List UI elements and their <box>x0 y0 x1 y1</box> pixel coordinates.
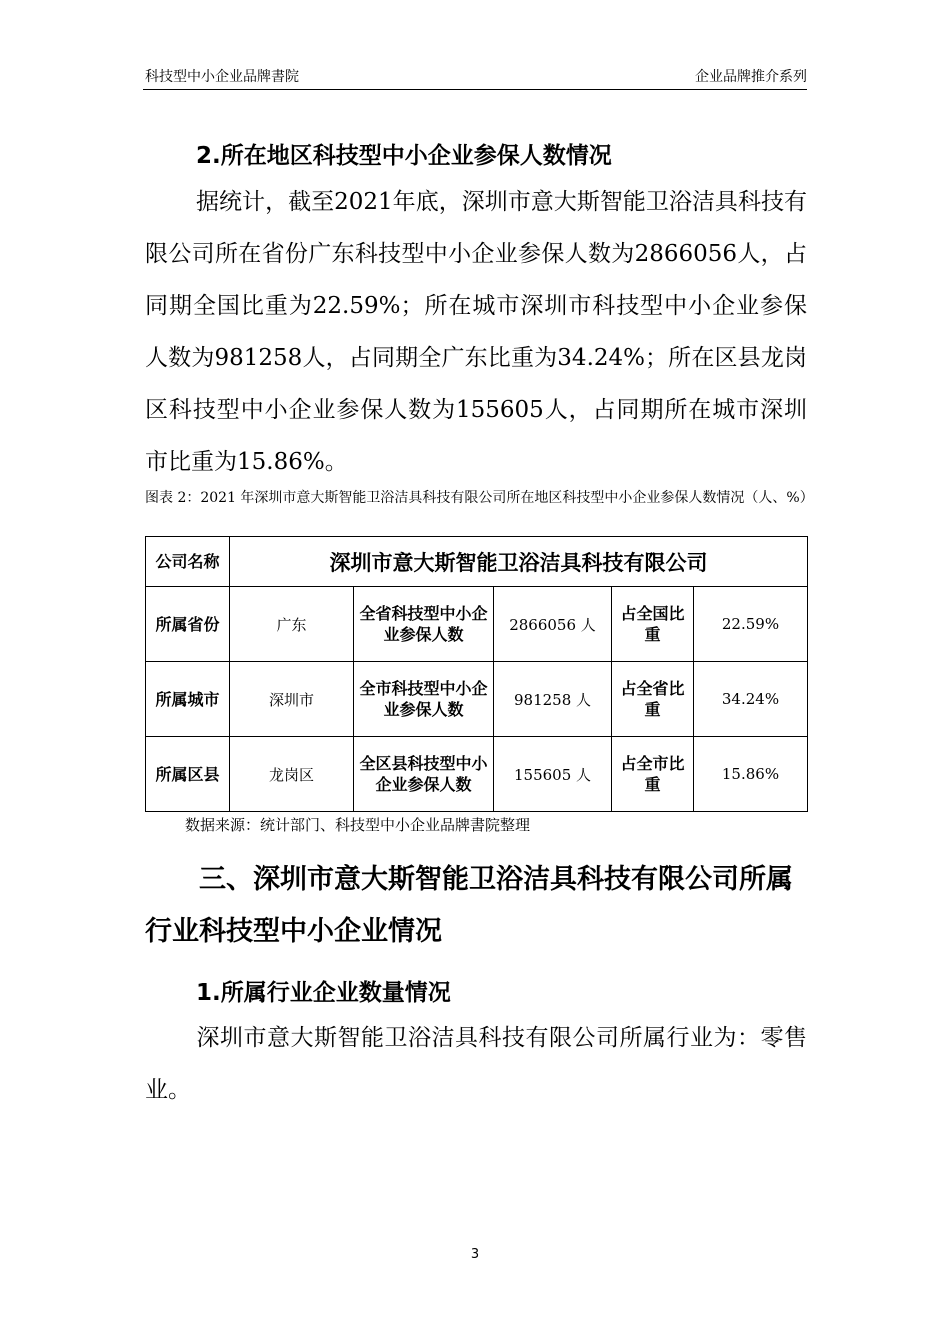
section-heading-industry <box>145 854 807 958</box>
region-value-cell: 深圳市 <box>230 662 354 737</box>
insured-paragraph-text: 据统计，截至2021年底，深圳市意大斯智能卫浴洁具科技有限公司所在省份广东科技型中小企业参保人数为2866056人，占同期全国比重为22.59%；所在城市深圳市科技型中小企业参保人数为981258人，占同期全广东比重为34.24%；所在区县龙岗区科技型中小企业参保人数为155605人，占同期所在城市深圳市比重为15.86%。 <box>145 189 807 475</box>
page-number: 3 <box>470 1247 480 1262</box>
table-row <box>146 737 808 812</box>
sub-heading-enterprise-count: 1.所属行业企业数量情况 <box>196 980 451 1006</box>
company-label-cell: 公司名称 <box>146 537 230 587</box>
table-row <box>146 537 808 587</box>
metric-label-cell: 全区县科技型中小企业参保人数 <box>354 737 494 812</box>
share-label-cell: 占全国比重 <box>612 587 694 662</box>
table-row <box>146 587 808 662</box>
share-label-cell: 占全省比重 <box>612 662 694 737</box>
region-value-cell: 龙岗区 <box>230 737 354 812</box>
metric-label-cell: 全市科技型中小企业参保人数 <box>354 662 494 737</box>
table-caption: 图表 2：2021 年深圳市意大斯智能卫浴洁具科技有限公司所在地区科技型中小企业参保人数情况（人、%） <box>145 490 814 506</box>
share-value-cell: 22.59% <box>694 587 808 662</box>
share-value-cell: 34.24% <box>694 662 808 737</box>
industry-paragraph-text: 深圳市意大斯智能卫浴洁具科技有限公司所属行业为：零售业。 <box>145 1025 807 1103</box>
table-source-note: 数据来源：统计部门、科技型中小企业品牌書院整理 <box>185 816 531 834</box>
section-heading-industry-text: 三、深圳市意大斯智能卫浴洁具科技有限公司所属行业科技型中小企业情况 <box>145 864 793 947</box>
insured-stats-table <box>145 536 808 812</box>
share-value-cell: 15.86% <box>694 737 808 812</box>
industry-paragraph <box>145 1012 807 1116</box>
count-value-cell: 981258 人 <box>494 662 612 737</box>
region-value-cell: 广东 <box>230 587 354 662</box>
region-label-cell: 所属城市 <box>146 662 230 737</box>
header-divider <box>143 89 807 90</box>
insured-paragraph <box>145 176 807 488</box>
header-left-title: 科技型中小企业品牌書院 <box>145 69 299 85</box>
count-value-cell: 2866056 人 <box>494 587 612 662</box>
metric-label-cell: 全省科技型中小企业参保人数 <box>354 587 494 662</box>
section-heading-insured: 2.所在地区科技型中小企业参保人数情况 <box>196 143 612 169</box>
share-label-cell: 占全市比重 <box>612 737 694 812</box>
region-label-cell: 所属省份 <box>146 587 230 662</box>
count-value-cell: 155605 人 <box>494 737 612 812</box>
header-right-title: 企业品牌推介系列 <box>695 69 807 85</box>
company-name-cell: 深圳市意大斯智能卫浴洁具科技有限公司 <box>230 537 808 587</box>
table-row <box>146 662 808 737</box>
region-label-cell: 所属区县 <box>146 737 230 812</box>
